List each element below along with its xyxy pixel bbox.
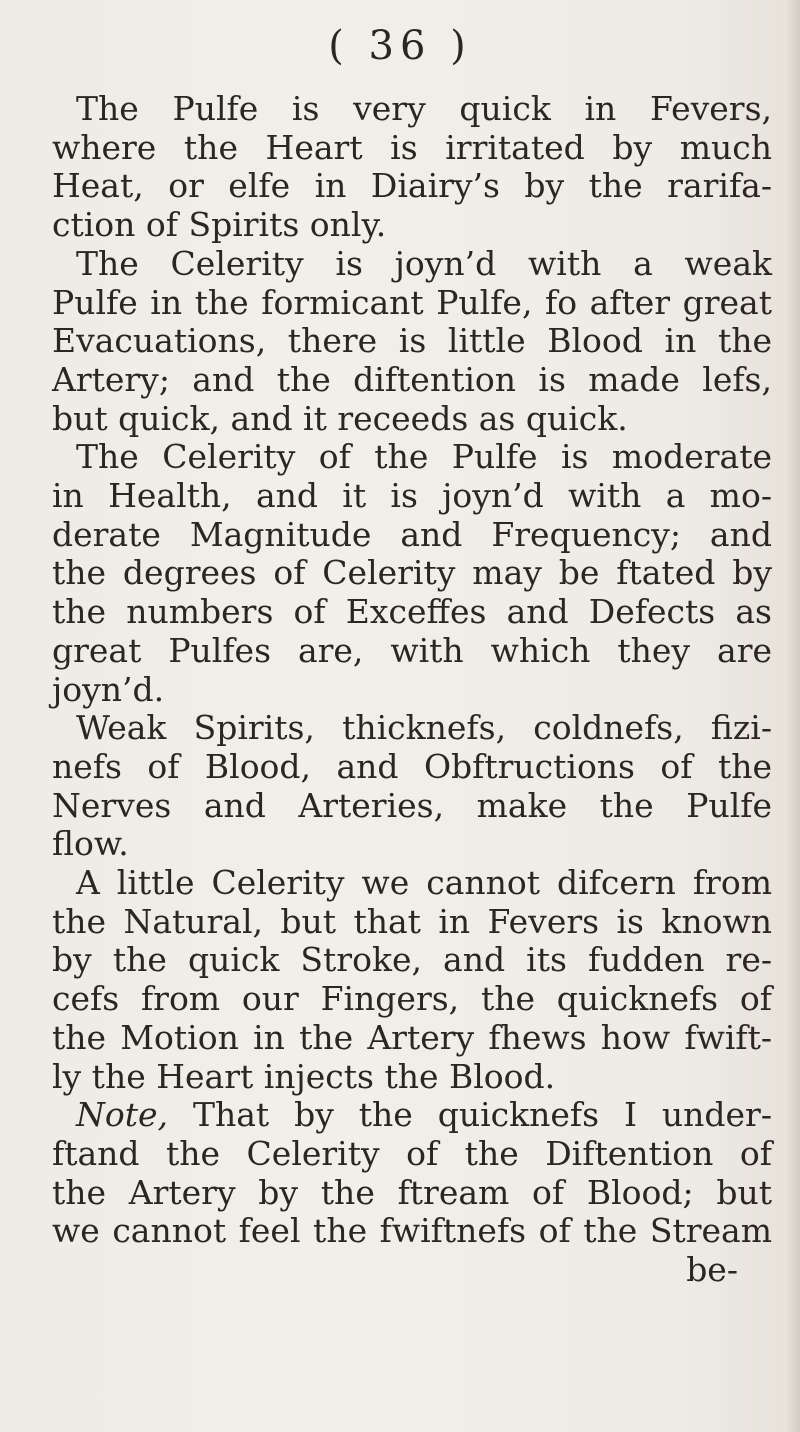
text-line: the Artery by the ftream of Blood; but (52, 1172, 772, 1212)
text-line: Heat, or elfe in Diairy’s by the rarifa- (52, 166, 772, 206)
note-label: Note, (76, 1095, 169, 1135)
page-number-header: ( 36 ) (328, 23, 472, 69)
text-line: Evacuations, there is little Blood in the (52, 321, 772, 361)
text-line: Nerves and Arteries, make the Pulfe (52, 785, 772, 825)
text-line: great Pulfes are, with which they are (52, 630, 772, 670)
text-line: the Motion in the Artery fhews how fwift- (52, 1017, 772, 1057)
text-line: but quick, and it receeds as quick. (52, 398, 628, 438)
body-text (52, 90, 772, 1290)
text-line: The Celerity is joyn’d with a weak (76, 243, 772, 283)
text-line: the numbers of Exceffes and Defects as (52, 592, 772, 632)
text-line: ftand the Celerity of the Diftention of (52, 1133, 772, 1173)
text-line: nefs of Blood, and Obftructions of the (52, 746, 772, 786)
text-line: the degrees of Celerity may be ftated by (52, 553, 772, 593)
text-line: Pulfe in the formicant Pulfe, fo after great (52, 282, 772, 322)
note-text: That by the quicknefs I under- (192, 1095, 772, 1135)
page-edge-shadow (786, 0, 800, 1432)
text-line: in Health, and it is joyn’d with a mo- (52, 476, 772, 516)
text-line: joyn’d. (52, 669, 165, 709)
text-line: cefs from our Fingers, the quicknefs of (52, 979, 772, 1019)
text-line: where the Heart is irritated by much (52, 127, 772, 167)
text-line: The Celerity of the Pulfe is moderate (76, 437, 772, 477)
text-line: flow. (52, 824, 129, 864)
text-line: The Pulfe is very quick in Fevers, (76, 89, 772, 128)
text-line: derate Magnitude and Frequency; and (52, 514, 772, 554)
text-line: ly the Heart injects the Blood. (52, 1056, 556, 1096)
text-line: A little Celerity we cannot difcern from (76, 863, 772, 903)
text-line: by the quick Stroke, and its fudden re- (52, 940, 772, 980)
text-line: ction of Spirits only. (52, 205, 387, 245)
text-line: Weak Spirits, thicknefs, coldnefs, fizi- (76, 708, 772, 748)
text-line: Artery; and the diftention is made lefs, (52, 359, 772, 399)
text-line: the Natural, but that in Fevers is known (52, 901, 772, 941)
catchword: be- (686, 1250, 738, 1290)
text-line: we cannot feel the fwiftnefs of the Stream (52, 1211, 772, 1251)
text-line (52, 1096, 772, 1135)
